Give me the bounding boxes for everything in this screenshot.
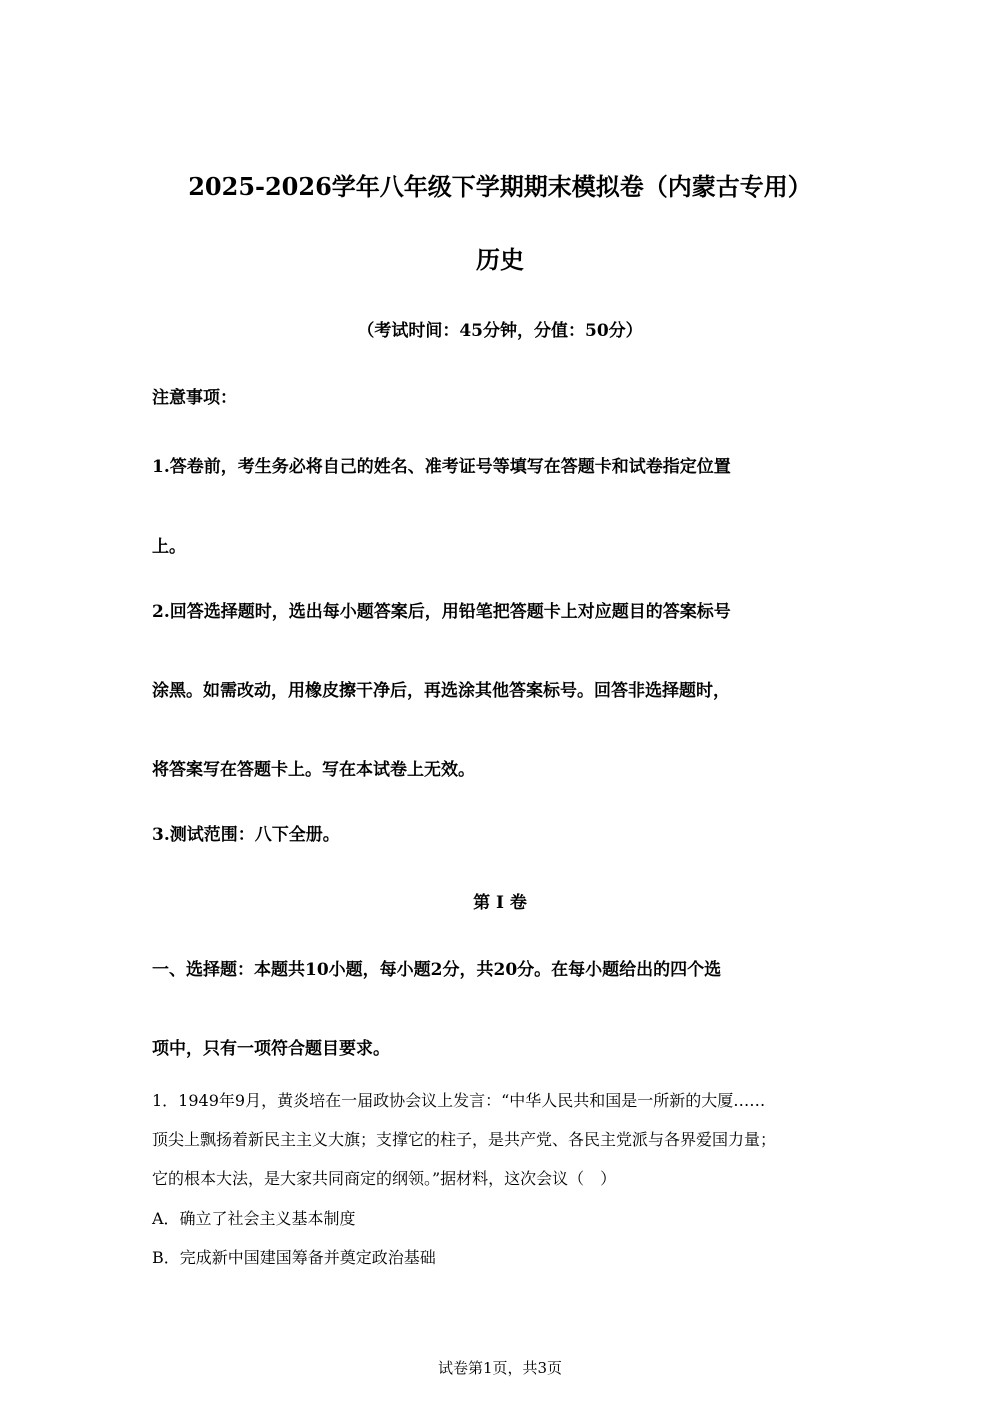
section-heading: 一、选择题：本题共10小题，每小题2分，共20分。在每小题给出的四个选 <box>152 960 722 980</box>
question-text: 顶尖上飘扬着新民主主义大旗；支撑它的柱子，是共产党、各民主党派与各界爱国力量； <box>152 1130 777 1149</box>
notice-line: 上。 <box>152 537 186 557</box>
notice-line: 3.测试范围：八下全册。 <box>152 825 340 845</box>
notice-line: 1.答卷前，考生务必将自己的姓名、准考证号等填写在答题卡和试卷指定位置 <box>152 457 731 477</box>
notice-line: 将答案写在答题卡上。写在本试卷上无效。 <box>152 760 475 780</box>
section-heading: 项中，只有一项符合题目要求。 <box>152 1039 390 1059</box>
notice-line: 2.回答选择题时，选出每小题答案后，用铅笔把答题卡上对应题目的答案标号 <box>152 602 731 622</box>
exam-title: 2025-2026学年八年级下学期期末模拟卷（内蒙古专用） <box>188 172 812 201</box>
part-label: 第 I 卷 <box>473 893 527 913</box>
option-b: B．完成新中国建国筹备并奠定政治基础 <box>152 1248 436 1267</box>
page-footer: 试卷第1页，共3页 <box>437 1359 563 1377</box>
notice-heading: 注意事项： <box>152 388 237 408</box>
subject-title: 历史 <box>476 245 524 274</box>
question-text: 它的根本大法，是大家共同商定的纲领。”据材料，这次会议（ ） <box>152 1169 617 1188</box>
notice-line: 涂黑。如需改动，用橡皮擦干净后，再选涂其他答案标号。回答非选择题时， <box>152 681 730 701</box>
exam-info: （考试时间：45分钟，分值：50分） <box>357 321 643 341</box>
question-text: 1．1949年9月，黄炎培在一届政协会议上发言：“中华人民共和国是一所新的大厦…… <box>152 1091 766 1110</box>
option-a: A．确立了社会主义基本制度 <box>152 1209 356 1228</box>
